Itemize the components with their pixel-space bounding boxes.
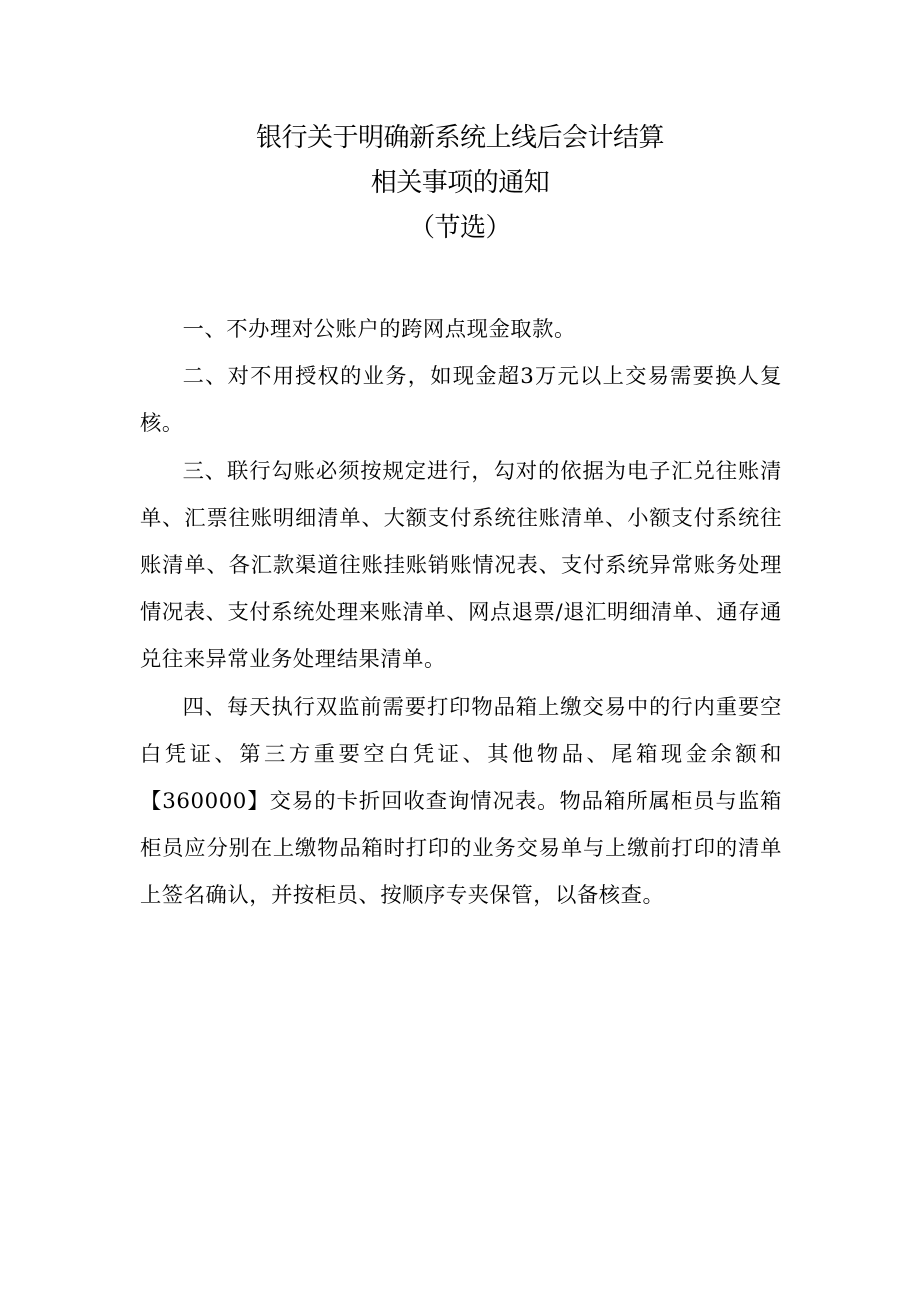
- title-line-1: 银行关于明确新系统上线后会计结算: [255, 123, 664, 153]
- paragraph-3: 三、联行勾账必须按规定进行，勾对的依据为电子汇兑往账清单、汇票往账明细清单、大额支付系统往账清单、小额支付系统往账清单、各汇款渠道往账挂账销账情况表、支付系统异常账务处理情况表、支付系统处理来账清单、网点退票/退汇明细清单、通存通兑往来异常业务处理结果清单。: [140, 458, 782, 673]
- paragraph-1: 一、不办理对公账户的跨网点现金取款。: [182, 317, 576, 342]
- title-line-2: 相关事项的通知: [370, 168, 550, 198]
- document-body: [140, 306, 782, 920]
- paragraph-2: 二、对不用授权的业务，如现金超3万元以上交易需要换人复核。: [140, 364, 782, 437]
- title-line-3: （节选）: [408, 213, 511, 243]
- paragraph-4: 四、每天执行双监前需要打印物品箱上缴交易中的行内重要空白凭证、第三方重要空白凭证、其他物品、尾箱现金余额和【360000】交易的卡折回收查询情况表。物品箱所属柜员与监箱柜员应分别在上缴物品箱时打印的业务交易单与上缴前打印的清单上签名确认，并按柜员、按顺序专夹保管，以备核查。: [140, 694, 782, 909]
- document-title: [0, 116, 920, 251]
